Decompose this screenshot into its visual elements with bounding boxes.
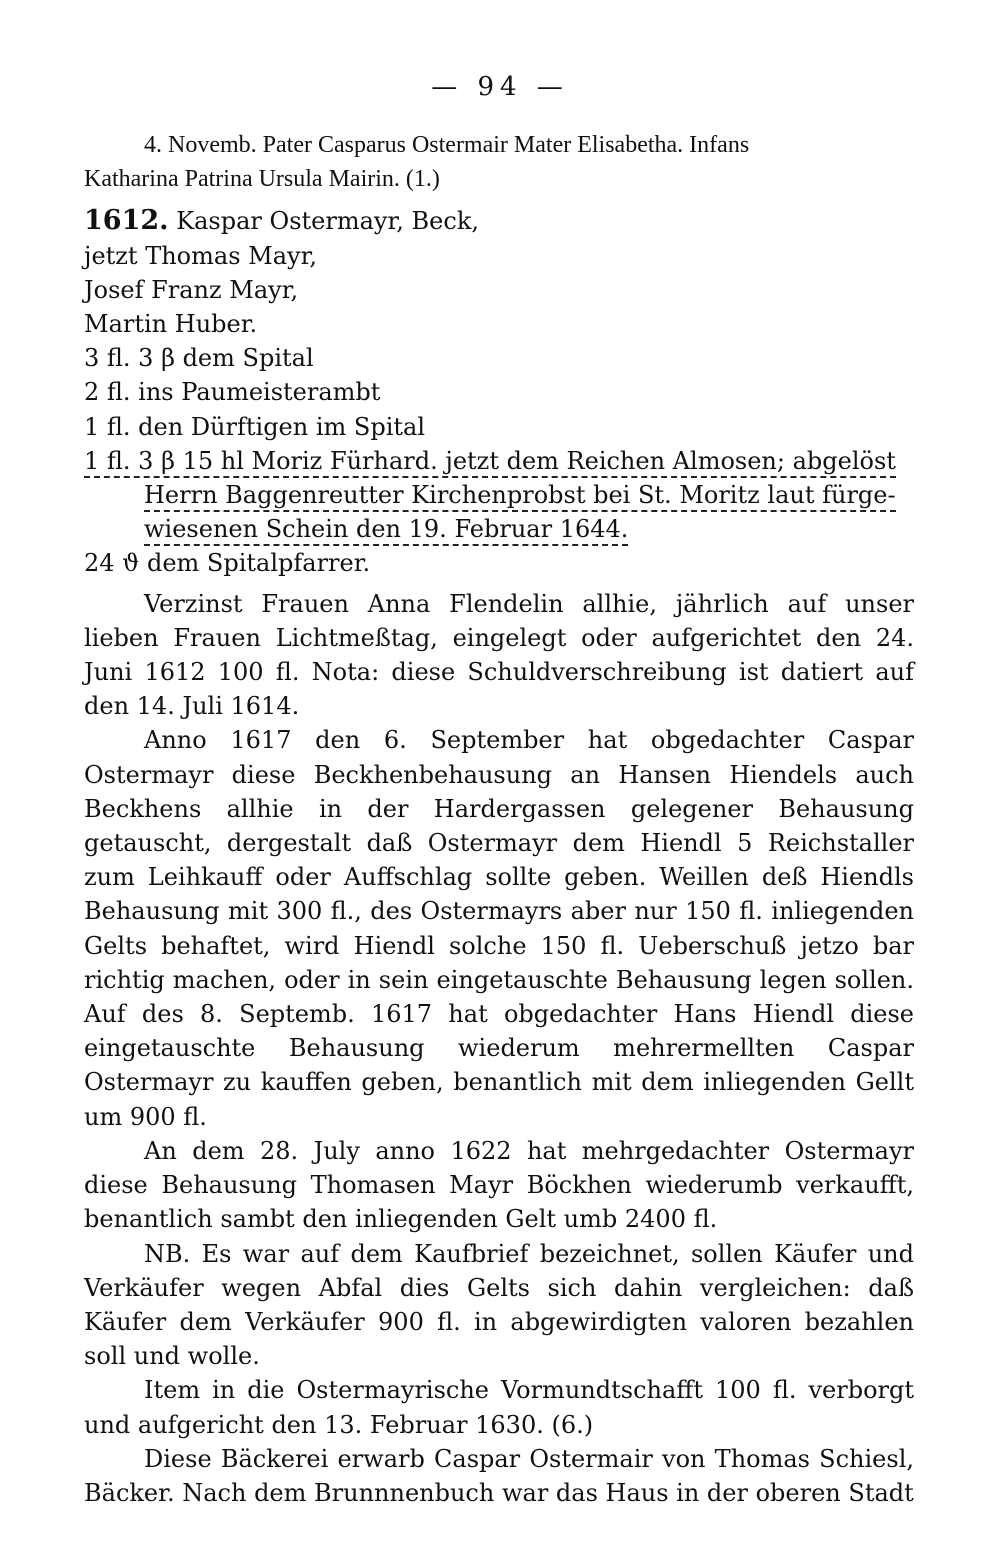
paragraph-3: An dem 28. July anno 1622 hat mehrgedachter Ostermayr diese Behausung Thomasen Mayr Böckhen wiederumb verkaufft, benantlich sambt den inliegenden Gelt umb 2400 fl.	[84, 1136, 914, 1234]
record-later-1: Josef Franz Mayr,	[84, 275, 299, 304]
page-number: — 94 —	[431, 72, 569, 102]
entry-4-line-3: wiesenen Schein den 19. Februar 1644.	[144, 515, 628, 546]
entry-2: 2 fl. ins Paumeisterambt	[84, 378, 381, 407]
paragraph-5: Item in die Ostermayrische Vormundtschafft 100 fl. verborgt und aufgericht den 13. Februar 1630. (6.)	[84, 1376, 914, 1439]
entry-4-line-1: 1 fl. 3 β 15 hl Moriz Fürhard. jetzt dem Reichen Almosen; abgelöst	[84, 447, 896, 478]
paragraph-6: Diese Bäckerei erwarb Caspar Ostermair von Thomas Schiesl, Bäcker. Nach dem Brunnnenbuch war das Haus in der oberen Stadt	[84, 1444, 914, 1507]
entry-4-line-2: Herrn Baggenreutter Kirchenprobst bei St. Moritz laut fürge-	[144, 481, 896, 512]
intro-line-2: Katharina Patrina Ursula Mairin. (1.)	[84, 166, 440, 193]
payment-entries	[84, 341, 914, 580]
entry-5: 24 ϑ dem Spitalpfarrer.	[84, 549, 371, 578]
record-year: 1612.	[84, 205, 169, 237]
entry-4	[84, 444, 914, 547]
paragraph-2: Anno 1617 den 6. September hat obgedachter Caspar Ostermayr diese Beckhenbehausung an Hansen Hiendels auch Beckhens allhie in der Hardergassen gelegener Behausung getauscht, dergestalt daß Ostermayr dem Hiendl 5 Reichstaller zum Leihkauff oder Auffschlag sollte geben. Weillen deß Hiendls Behausung mit 300 fl., des Ostermayrs aber nur 150 fl. inliegenden Gelts behaftet, wird Hiendl solche 150 fl. Ueberschuß jetzo bar richtig machen, oder in sein eingetauschte Behausung legen sollen. Auf des 8. Septemb. 1617 hat obgedachter Hans Hiendl diese eingetauschte Behausung wiederum mehrermellten Caspar Ostermayr zu kauffen geben, benantlich mit dem inliegenden Gellt um 900 fl.	[84, 726, 914, 1131]
entry-1: 3 fl. 3 β dem Spital	[84, 344, 314, 373]
record-now: jetzt Thomas Mayr,	[84, 241, 318, 270]
paragraph-1: Verzinst Frauen Anna Flendelin allhie, jährlich auf unser lieben Frauen Lichtmeßtag, eingelegt oder aufgerichtet den 24. Juni 1612 100 fl. Nota: diese Schuldverschreibung ist datiert auf den 14. Juli 1614.	[84, 589, 914, 721]
intro-line-1: 4. Novemb. Pater Casparus Ostermair Mater Elisabetha. Infans	[144, 132, 750, 158]
paragraph-4: NB. Es war auf dem Kaufbrief bezeichnet, sollen Käufer und Verkäufer wegen Abfal dies Gelts sich dahin vergleichen: daß Käufer dem Verkäufer 900 fl. in abgewirdigten valoren bezahlen soll und wolle.	[84, 1239, 914, 1371]
record-owner: Kaspar Ostermayr, Beck,	[176, 207, 479, 236]
page-body	[84, 128, 914, 1510]
entry-3: 1 fl. den Dürftigen im Spital	[84, 412, 426, 441]
record-later-2: Martin Huber.	[84, 310, 258, 339]
record-header	[84, 204, 914, 341]
